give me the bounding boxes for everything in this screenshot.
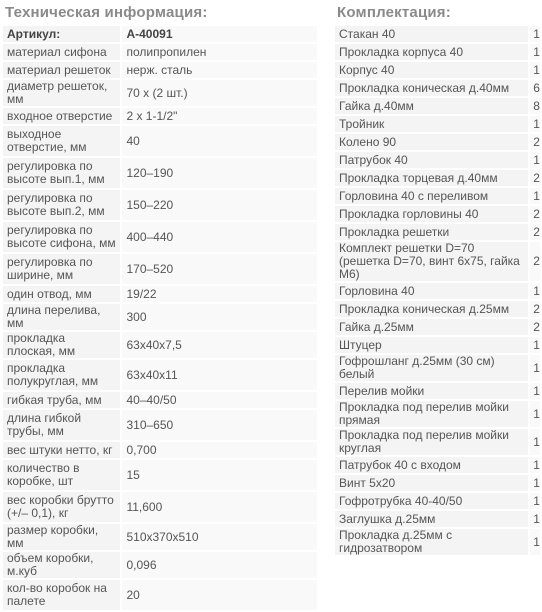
kit-table (335, 24, 542, 557)
kit-item-value: 1 (530, 475, 542, 491)
tech-info-row (3, 580, 319, 610)
tech-info-value: 11,600 (122, 492, 319, 522)
tech-info-value: 63x40x11 (122, 360, 319, 390)
kit-item-value: 2 (530, 242, 542, 281)
kit-item-row (335, 383, 542, 399)
tech-info-row (3, 286, 319, 302)
tech-info-label: объем коробки, м.куб (3, 552, 122, 578)
kit-item-value: 1 (530, 429, 542, 455)
tech-info-value: А-40091 (122, 26, 319, 42)
tech-info-value: полипропилен (122, 44, 319, 60)
kit-item-row (335, 529, 542, 555)
kit-item-row (335, 116, 542, 132)
tech-info-value: нерж. сталь (122, 62, 319, 78)
kit-item-label: Прокладка горловины 40 (335, 206, 530, 222)
kit-item-row (335, 80, 542, 96)
kit-item-label: Заглушка д.25мм (335, 511, 530, 527)
kit-item-value: 2 (530, 206, 542, 222)
tech-info-label: кол-во коробок на палете (3, 580, 122, 610)
kit-item-value: 1 (530, 116, 542, 132)
kit-item-row (335, 401, 542, 427)
tech-info-row (3, 552, 319, 578)
kit-item-row (335, 283, 542, 299)
tech-info-value: 15 (122, 460, 319, 490)
kit-item-row (335, 206, 542, 222)
kit-item-label: Прокладка коническая д.40мм (335, 80, 530, 96)
tech-info-label: регулировка по высоте вып.1, мм (3, 158, 122, 188)
tech-info-row (3, 360, 319, 390)
tech-info-value: 120–190 (122, 158, 319, 188)
kit-item-row (335, 98, 542, 114)
tech-info-label: прокладка полукруглая, мм (3, 360, 122, 390)
tech-info-label: регулировка по ширине, мм (3, 254, 122, 284)
tech-info-row (3, 126, 319, 156)
tech-info-row (3, 62, 319, 78)
kit-item-value: 6 (530, 80, 542, 96)
kit-item-value: 1 (530, 493, 542, 509)
kit-item-label: Винт 5x20 (335, 475, 530, 491)
kit-item-label: Гайка д.40мм (335, 98, 530, 114)
kit-item-label: Корпус 40 (335, 62, 530, 78)
kit-item-label: Стакан 40 (335, 26, 530, 42)
tech-info-heading: Техническая информация: (5, 4, 208, 21)
kit-item-value: 1 (530, 337, 542, 353)
tech-info-value: 310–650 (122, 410, 319, 440)
kit-item-value: 1 (530, 152, 542, 168)
kit-item-value: 1 (530, 457, 542, 473)
kit-item-row (335, 242, 542, 281)
kit-item-row (335, 62, 542, 78)
tech-info-value: 0,700 (122, 442, 319, 458)
kit-item-row (335, 511, 542, 527)
tech-info-label: вес коробки брутто (+/– 0,1), кг (3, 492, 122, 522)
tech-info-label: один отвод, мм (3, 286, 122, 302)
tech-info-row (3, 304, 319, 330)
tech-info-value: 150–220 (122, 190, 319, 220)
tech-info-row (3, 222, 319, 252)
tech-info-row (3, 254, 319, 284)
tech-info-value: 300 (122, 304, 319, 330)
tech-info-row (3, 460, 319, 490)
tech-info-row (3, 524, 319, 550)
kit-item-label: Гофротрубка 40-40/50 (335, 493, 530, 509)
tech-info-row (3, 410, 319, 440)
tech-info-label: входное отверстие (3, 108, 122, 124)
kit-item-row (335, 319, 542, 335)
kit-item-value: 1 (530, 44, 542, 60)
tech-info-row (3, 392, 319, 408)
kit-item-row (335, 457, 542, 473)
kit-item-label: Тройник (335, 116, 530, 132)
kit-item-row (335, 188, 542, 204)
kit-item-row (335, 475, 542, 491)
kit-item-label: Патрубок 40 (335, 152, 530, 168)
tech-info-row (3, 442, 319, 458)
kit-item-label: Горловина 40 с переливом (335, 188, 530, 204)
kit-item-value: 8 (530, 98, 542, 114)
kit-item-value: 1 (530, 401, 542, 427)
kit-item-value: 1 (530, 355, 542, 381)
kit-item-label: Прокладка под перелив мойки прямая (335, 401, 530, 427)
tech-info-row (3, 190, 319, 220)
kit-item-value: 2 (530, 224, 542, 240)
kit-item-row (335, 429, 542, 455)
kit-item-label: Патрубок 40 с входом (335, 457, 530, 473)
kit-item-label: Гофрошланг д.25мм (30 см) белый (335, 355, 530, 381)
tech-info-label: гибкая труба, мм (3, 392, 122, 408)
tech-info-row (3, 158, 319, 188)
kit-item-label: Горловина 40 (335, 283, 530, 299)
tech-info-value: 170–520 (122, 254, 319, 284)
tech-info-row (3, 332, 319, 358)
tech-info-label: Артикул: (3, 26, 122, 42)
tech-info-label: выходное отверстие, мм (3, 126, 122, 156)
tech-info-label: размер коробки, мм (3, 524, 122, 550)
kit-item-label: Гайка д.25мм (335, 319, 530, 335)
tech-info-label: прокладка плоская, мм (3, 332, 122, 358)
tech-info-label: длина гибкой трубы, мм (3, 410, 122, 440)
tech-info-value: 19/22 (122, 286, 319, 302)
kit-item-label: Перелив мойки (335, 383, 530, 399)
kit-item-label: Колено 90 (335, 134, 530, 150)
kit-item-row (335, 224, 542, 240)
kit-item-value: 1 (530, 26, 542, 42)
kit-item-label: Прокладка под перелив мойки круглая (335, 429, 530, 455)
kit-item-value: 1 (530, 529, 542, 555)
tech-info-value: 0,096 (122, 552, 319, 578)
kit-item-row (335, 355, 542, 381)
tech-info-row (3, 44, 319, 60)
kit-item-value: 1 (530, 283, 542, 299)
tech-info-label: вес штуки нетто, кг (3, 442, 122, 458)
kit-item-label: Прокладка корпуса 40 (335, 44, 530, 60)
tech-info-row (3, 492, 319, 522)
tech-info-row (3, 108, 319, 124)
kit-item-row (335, 134, 542, 150)
kit-item-row (335, 301, 542, 317)
tech-info-table (3, 24, 319, 612)
kit-item-label: Прокладка торцевая д.40мм (335, 170, 530, 186)
kit-item-value: 2 (530, 170, 542, 186)
tech-info-label: регулировка по высоте вып.2, мм (3, 190, 122, 220)
kit-item-row (335, 337, 542, 353)
kit-item-row (335, 26, 542, 42)
tech-info-label: диаметр решеток, мм (3, 80, 122, 106)
kit-item-label: Комплект решетки D=70 (решетка D=70, винт 6x75, гайка М6) (335, 242, 530, 281)
kit-item-value: 2 (530, 301, 542, 317)
tech-info-row (3, 80, 319, 106)
tech-info-label: длина перелива, мм (3, 304, 122, 330)
kit-item-row (335, 44, 542, 60)
kit-item-value: 1 (530, 383, 542, 399)
kit-item-row (335, 493, 542, 509)
tech-info-value: 2 x 1-1/2" (122, 108, 319, 124)
tech-info-row (3, 26, 319, 42)
tech-info-value: 20 (122, 580, 319, 610)
tech-info-label: материал решеток (3, 62, 122, 78)
kit-item-value: 2 (530, 319, 542, 335)
tech-info-value: 63x40x7,5 (122, 332, 319, 358)
kit-item-label: Прокладка коническая д.25мм (335, 301, 530, 317)
tech-info-label: материал сифона (3, 44, 122, 60)
kit-item-row (335, 152, 542, 168)
tech-info-value: 510x370x510 (122, 524, 319, 550)
tech-info-label: количество в коробке, шт (3, 460, 122, 490)
kit-item-label: Прокладка д.25мм с гидрозатвором (335, 529, 530, 555)
kit-item-label: Штуцер (335, 337, 530, 353)
kit-item-value: 2 (530, 134, 542, 150)
kit-heading: Комплектация: (337, 4, 451, 21)
tech-info-value: 40 (122, 126, 319, 156)
tech-info-value: 400–440 (122, 222, 319, 252)
kit-item-label: Прокладка решетки (335, 224, 530, 240)
kit-item-value: 1 (530, 62, 542, 78)
kit-item-value: 1 (530, 188, 542, 204)
kit-item-value: 1 (530, 511, 542, 527)
kit-item-row (335, 170, 542, 186)
tech-info-value: 70 x (2 шт.) (122, 80, 319, 106)
tech-info-value: 40–40/50 (122, 392, 319, 408)
tech-info-label: регулировка по высоте сифона, мм (3, 222, 122, 252)
